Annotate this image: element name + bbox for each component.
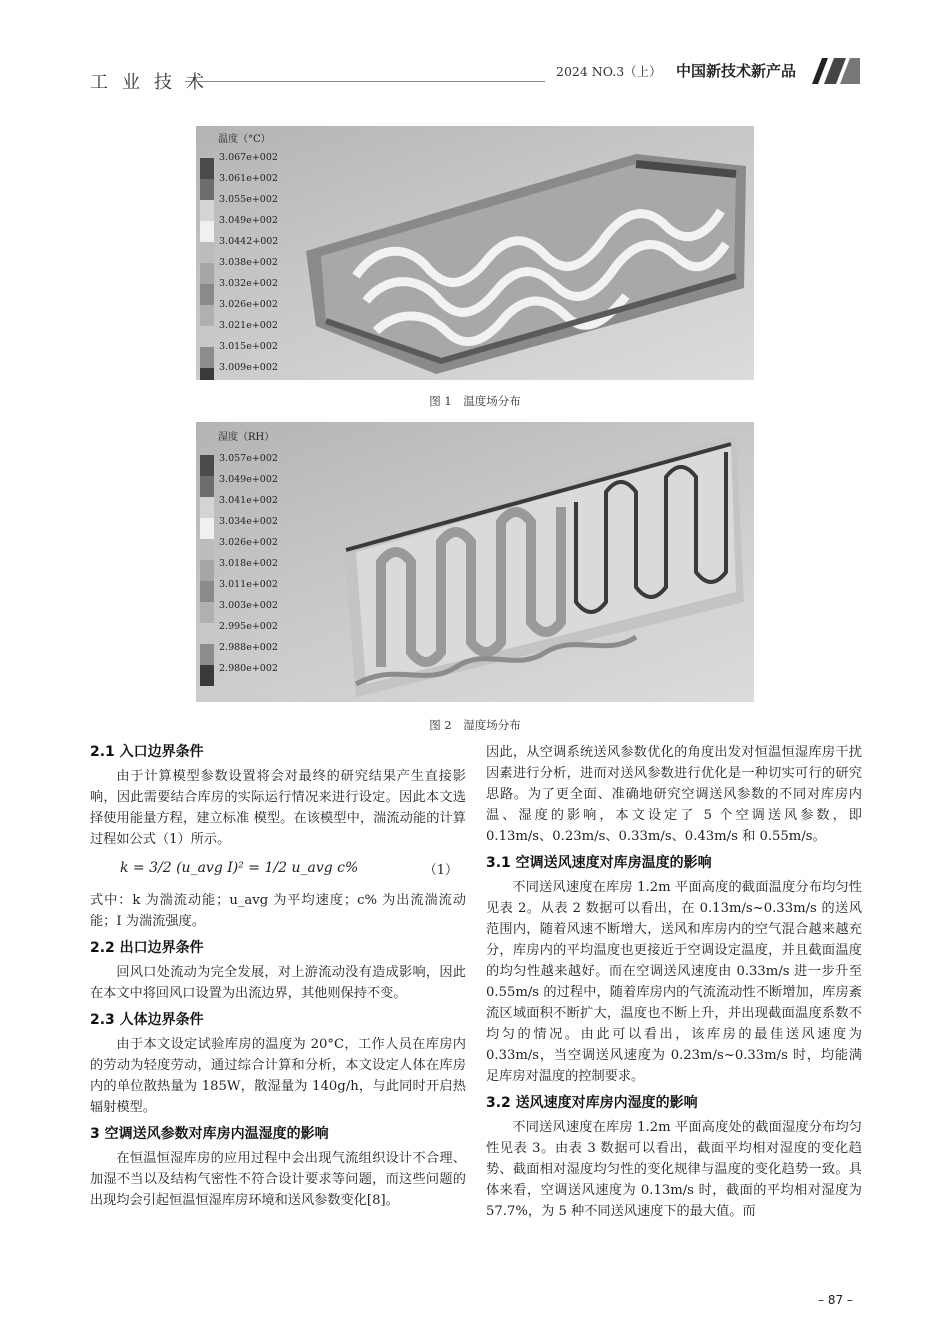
- legend-swatch: [200, 200, 214, 221]
- legend-swatch: [200, 368, 214, 380]
- legend-swatch: [200, 581, 214, 602]
- section-heading-3-2: 3.2 送风速度对库房内湿度的影响: [486, 1095, 698, 1111]
- legend-swatch: [200, 497, 214, 518]
- legend-value: 3.041e+002: [219, 495, 278, 506]
- left-column: [90, 742, 466, 1211]
- legend-value: 3.032e+002: [219, 278, 278, 289]
- section-heading-3: 3 空调送风参数对库房内温湿度的影响: [90, 1126, 329, 1142]
- right-column: [486, 742, 862, 1222]
- legend-value: 3.034e+002: [219, 516, 278, 527]
- legend-value: 3.003e+002: [219, 600, 278, 611]
- legend-value: 3.049e+002: [219, 215, 278, 226]
- legend-value: 3.061e+002: [219, 173, 278, 184]
- legend-value: 3.049e+002: [219, 474, 278, 485]
- legend-value: 2.995e+002: [219, 621, 278, 632]
- legend-value: 3.015e+002: [219, 341, 278, 352]
- legend-swatch: [200, 539, 214, 560]
- legend-value: 2.980e+002: [219, 663, 278, 674]
- legend-value: 3.018e+002: [219, 558, 278, 569]
- page-number: – 87 –: [818, 1293, 853, 1307]
- legend-swatch: [200, 305, 214, 326]
- legend-swatch: [200, 644, 214, 665]
- legend-swatch: [200, 347, 214, 368]
- journal-title: 中国新技术新产品: [676, 62, 797, 80]
- legend-swatch: [200, 602, 214, 623]
- humidity-contour-plot: [196, 422, 754, 702]
- legend-swatch: [200, 263, 214, 284]
- paragraph: 在恒温恒湿库房的应用过程中会出现气流组织设计不合理、加湿不当以及结构气密性不符合设计要求等问题，而这些问题的出现均会引起恒温恒湿库房环境和送风参数变化[8]。: [90, 1151, 466, 1208]
- legend-swatch: [200, 560, 214, 581]
- legend-swatch: [200, 179, 214, 200]
- legend-swatch: [200, 623, 214, 644]
- paragraph: 回风口处流动为完全发展，对上游流动没有造成影响，因此在本文中将回风口设置为出流边界，其他则保持不变。: [90, 965, 466, 1001]
- paragraph: 不同送风速度在库房 1.2m 平面高度处的截面湿度分布均匀性见表 3。由表 3 数据可以看出，截面平均相对湿度的变化趋势、截面相对湿度均匀性的变化规律与温度的变化趋势一致。具体来看，空调送风速度为 0.13m/s 时，截面的平均相对湿度为 57.7%，为 5 种不同送风速度下的最大值。而: [486, 1120, 862, 1219]
- legend-value: 3.067e+002: [219, 152, 278, 163]
- legend-value: 3.0442+002: [219, 236, 279, 247]
- header-rule: [185, 81, 545, 82]
- journal-logo-icon: [812, 58, 860, 84]
- paragraph: 由于计算模型参数设置将会对最终的研究结果产生直接影响，因此需要结合库房的实际运行情况来进行设定。因此本文选择使用能量方程，建立标准 模型。在该模型中，湍流动能的计算过程如公式（1）所示。: [90, 769, 466, 847]
- legend-value: 3.038e+002: [219, 257, 278, 268]
- legend-swatch: [200, 476, 214, 497]
- figure2-caption: 图 2 湿度场分布: [429, 718, 521, 732]
- equation-1: [90, 850, 466, 890]
- legend-swatch: [200, 284, 214, 305]
- paragraph: 不同送风速度在库房 1.2m 平面高度的截面温度分布均匀性见表 2。从表 2 数据可以看出，在 0.13m/s~0.33m/s 的送风范围内，随着风速不断增大，送风和库房内的空气混合越来越充分，库房内的平均温度也更接近于空调设定温度，并且截面温度的均匀性越来越好。而在空调送风速度由 0.33m/s 进一步升至 0.55m/s 的过程中，随着库房内的气流流动性不断增加，库房紊流区域面积不断扩大，温度也不断上升，并出现截面温度系数不均匀的情况。由此可以看出，该库房的最佳送风速度为 0.33m/s，当空调送风速度为 0.23m/s~0.33m/s 时，均能满足库房对温度的控制要求。: [486, 880, 862, 1084]
- issue-label: 2024 NO.3（上）: [556, 64, 662, 79]
- legend-swatch: [200, 242, 214, 263]
- section-heading-3-1: 3.1 空调送风速度对库房温度的影响: [486, 855, 712, 871]
- section-heading-2-2: 2.2 出口边界条件: [90, 940, 204, 956]
- legend-value: 3.026e+002: [219, 537, 278, 548]
- figure-humidity-field: [196, 422, 754, 702]
- figure-temperature-field: [196, 126, 754, 380]
- legend-title: 湿度（RH）: [218, 432, 275, 443]
- section-label: 工业技术: [90, 72, 218, 93]
- equation-number: （1）: [423, 863, 458, 878]
- legend-value: 3.057e+002: [219, 453, 278, 464]
- legend-title: 温度（°C）: [218, 134, 271, 145]
- legend-colorbar: [200, 158, 214, 380]
- paragraph: 式中：k 为湍流动能；u_avg 为平均速度；c% 为出流湍流动能；I 为湍流强度。: [90, 893, 466, 929]
- legend-value: 3.026e+002: [219, 299, 278, 310]
- paragraph: 由于本文设定试验库房的温度为 20°C，工作人员在库房内的劳动为轻度劳动，通过综合计算和分析，本文设定人体在库房内的单位散热量为 185W，散湿量为 140g/h，与此同时开启热辐射模型。: [90, 1037, 466, 1115]
- legend-value: 3.021e+002: [219, 320, 278, 331]
- section-heading-2-1: 2.1 入口边界条件: [90, 744, 204, 760]
- legend-value: 2.988e+002: [219, 642, 278, 653]
- temperature-contour-plot: [196, 126, 754, 380]
- equation-text: k = 3/2 (u_avg I)² = 1/2 u_avg c%: [120, 860, 359, 876]
- legend-swatch: [200, 665, 214, 686]
- figure1-caption: 图 1 温度场分布: [429, 394, 521, 408]
- legend-value: 3.011e+002: [219, 579, 278, 590]
- legend-swatch: [200, 518, 214, 539]
- legend-value: 3.055e+002: [219, 194, 278, 205]
- paragraph: 因此，从空调系统送风参数优化的角度出发对恒温恒湿库房干扰因素进行分析，进而对送风参数进行优化是一种切实可行的研究思路。为了更全面、准确地研究空调送风参数的不同对库房内温、湿度的影响，本文设定了 5 个空调送风参数，即 0.13m/s、0.23m/s、0.33m/s、0.43m/s 和 0.55m/s。: [486, 745, 862, 844]
- legend-swatch: [200, 221, 214, 242]
- legend-value: 3.009e+002: [219, 362, 278, 373]
- legend-swatch: [200, 326, 214, 347]
- legend-swatch: [200, 158, 214, 179]
- legend-colorbar: [200, 455, 214, 686]
- legend-swatch: [200, 455, 214, 476]
- section-heading-2-3: 2.3 人体边界条件: [90, 1012, 204, 1028]
